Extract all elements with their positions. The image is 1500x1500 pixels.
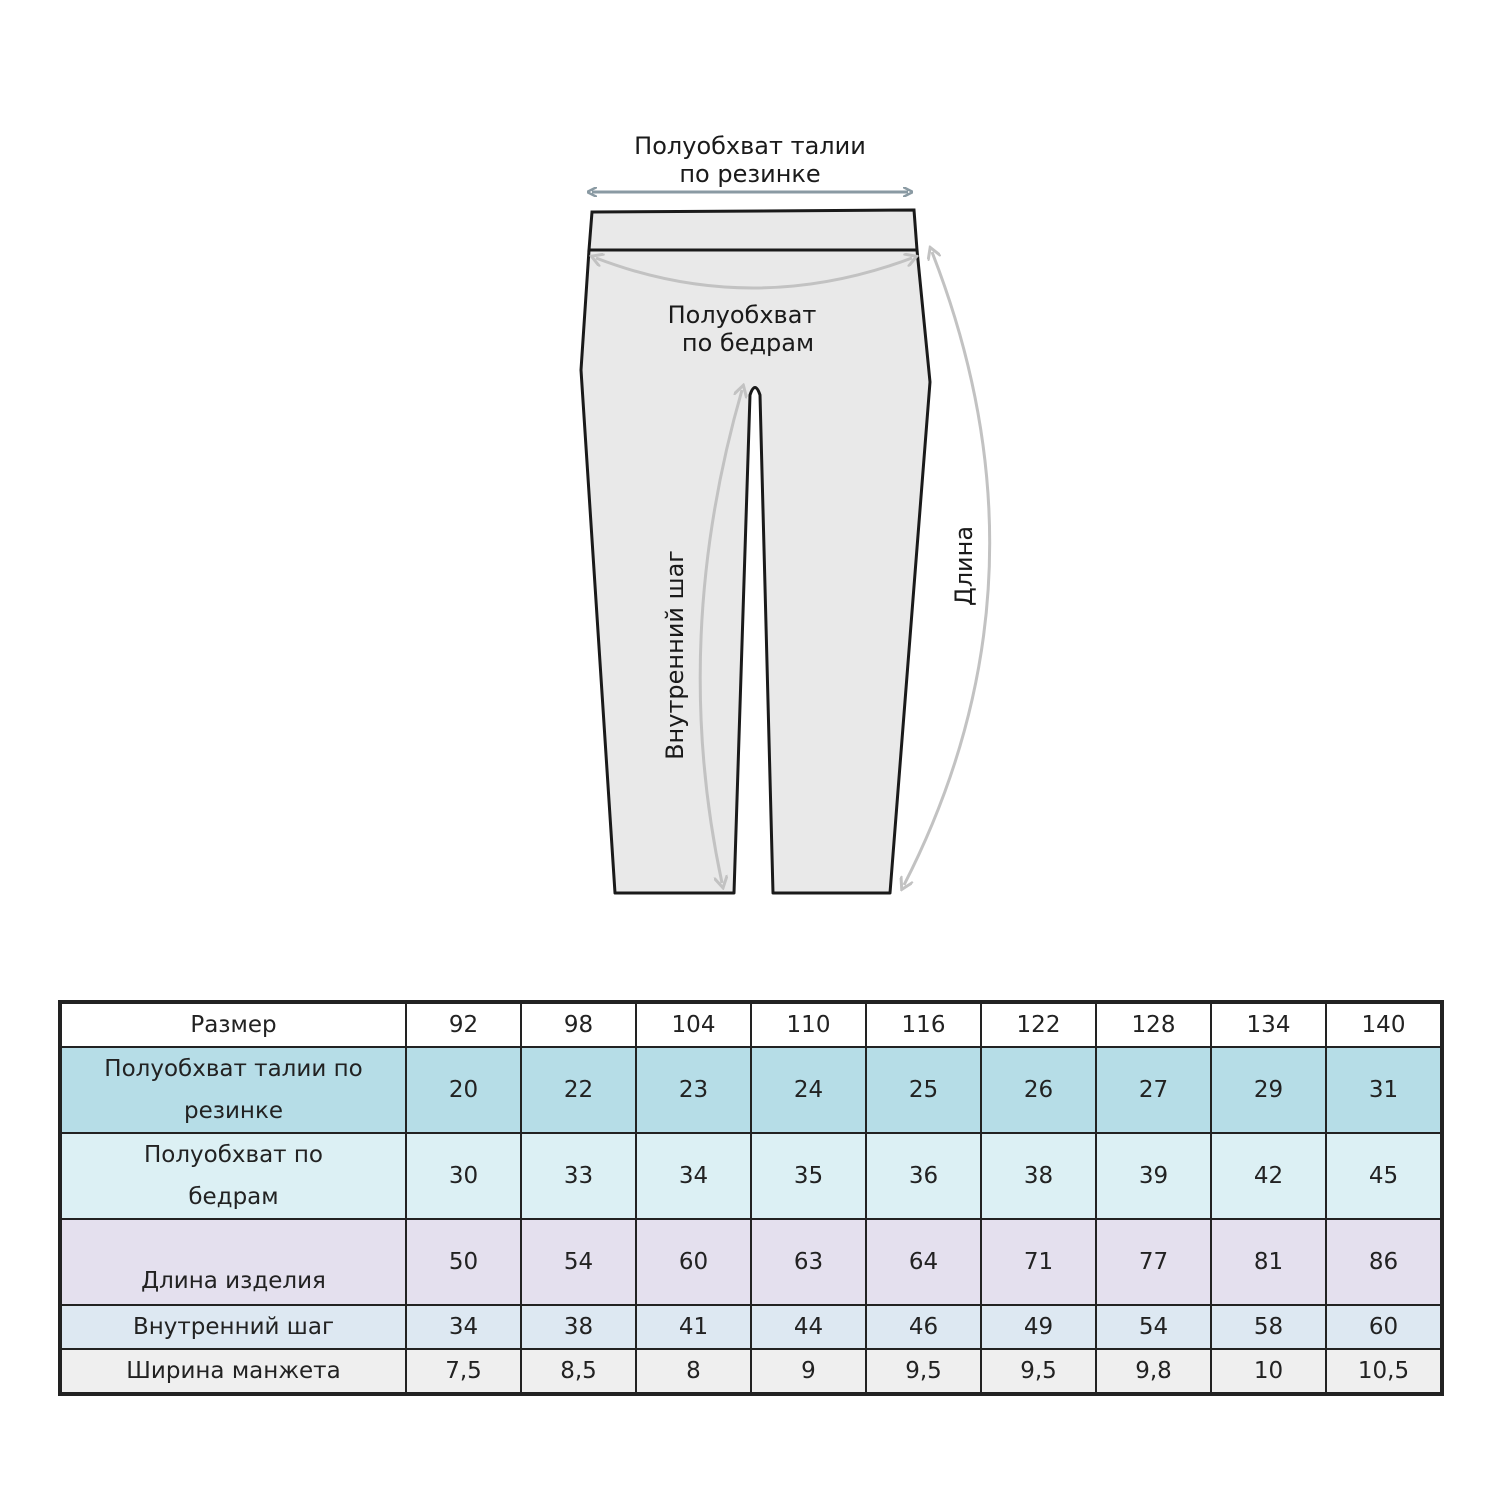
size-cell: 116 [866,1003,981,1047]
value-cell: 30 [406,1133,521,1219]
value-cell: 54 [521,1219,636,1305]
value-cell: 10 [1211,1349,1326,1393]
size-table [60,1002,1442,1394]
value-cell: 29 [1211,1047,1326,1133]
size-cell: 92 [406,1003,521,1047]
value-cell: 9,5 [866,1349,981,1393]
waist-row [61,1047,1441,1133]
value-cell: 45 [1326,1133,1441,1219]
length-label: Длина [950,525,978,607]
value-cell: 46 [866,1305,981,1349]
value-cell: 34 [406,1305,521,1349]
inseam-row-label: Внутренний шаг [61,1305,406,1349]
value-cell: 42 [1211,1133,1326,1219]
cuff-row-label: Ширина манжета [61,1349,406,1393]
length-row-label-line2: Длина изделия [141,1268,326,1294]
value-cell: 77 [1096,1219,1211,1305]
size-cell: 98 [521,1003,636,1047]
hips-label-line2: по бедрам [681,329,815,357]
value-cell: 10,5 [1326,1349,1441,1393]
size-cell: 122 [981,1003,1096,1047]
hips-row [61,1133,1441,1219]
value-cell: 9,5 [981,1349,1096,1393]
value-cell: 38 [981,1133,1096,1219]
size-cell: 128 [1096,1003,1211,1047]
waist-label-line1: Полуобхват талии [634,132,866,160]
waist-row-label-line1: Полуобхват талии по [104,1056,363,1082]
hips-row-label [61,1133,406,1219]
value-cell: 8,5 [521,1349,636,1393]
inseam-label: Внутренний шаг [661,550,689,760]
size-header-label: Размер [61,1003,406,1047]
cuff-row [61,1349,1441,1393]
value-cell: 7,5 [406,1349,521,1393]
waistband [589,210,917,250]
value-cell: 50 [406,1219,521,1305]
value-cell: 22 [521,1047,636,1133]
value-cell: 27 [1096,1047,1211,1133]
value-cell: 81 [1211,1219,1326,1305]
waist-row-label [61,1047,406,1133]
hips-row-label-line1: Полуобхват по [143,1142,323,1168]
value-cell: 35 [751,1133,866,1219]
value-cell: 39 [1096,1133,1211,1219]
value-cell: 49 [981,1305,1096,1349]
value-cell: 60 [636,1219,751,1305]
size-cell: 134 [1211,1003,1326,1047]
value-cell: 60 [1326,1305,1441,1349]
value-cell: 71 [981,1219,1096,1305]
value-cell: 38 [521,1305,636,1349]
value-cell: 8 [636,1349,751,1393]
size-cell: 104 [636,1003,751,1047]
value-cell: 63 [751,1219,866,1305]
size-cell: 110 [751,1003,866,1047]
value-cell: 34 [636,1133,751,1219]
value-cell: 41 [636,1305,751,1349]
value-cell: 31 [1326,1047,1441,1133]
value-cell: 24 [751,1047,866,1133]
length-row [61,1219,1441,1305]
value-cell: 9 [751,1349,866,1393]
size-cell: 140 [1326,1003,1441,1047]
hips-row-label-line2: бедрам [188,1184,279,1210]
hips-label-line1: Полуобхват [667,301,817,329]
value-cell: 9,8 [1096,1349,1211,1393]
value-cell: 26 [981,1047,1096,1133]
waist-label-line2: по резинке [679,160,821,188]
value-cell: 33 [521,1133,636,1219]
value-cell: 36 [866,1133,981,1219]
inseam-row [61,1305,1441,1349]
value-cell: 23 [636,1047,751,1133]
waist-row-label-line2: резинке [183,1098,283,1124]
value-cell: 25 [866,1047,981,1133]
length-row-label [61,1219,406,1305]
value-cell: 44 [751,1305,866,1349]
value-cell: 58 [1211,1305,1326,1349]
value-cell: 20 [406,1047,521,1133]
size-header-row [61,1003,1441,1047]
value-cell: 54 [1096,1305,1211,1349]
value-cell: 86 [1326,1219,1441,1305]
value-cell: 64 [866,1219,981,1305]
